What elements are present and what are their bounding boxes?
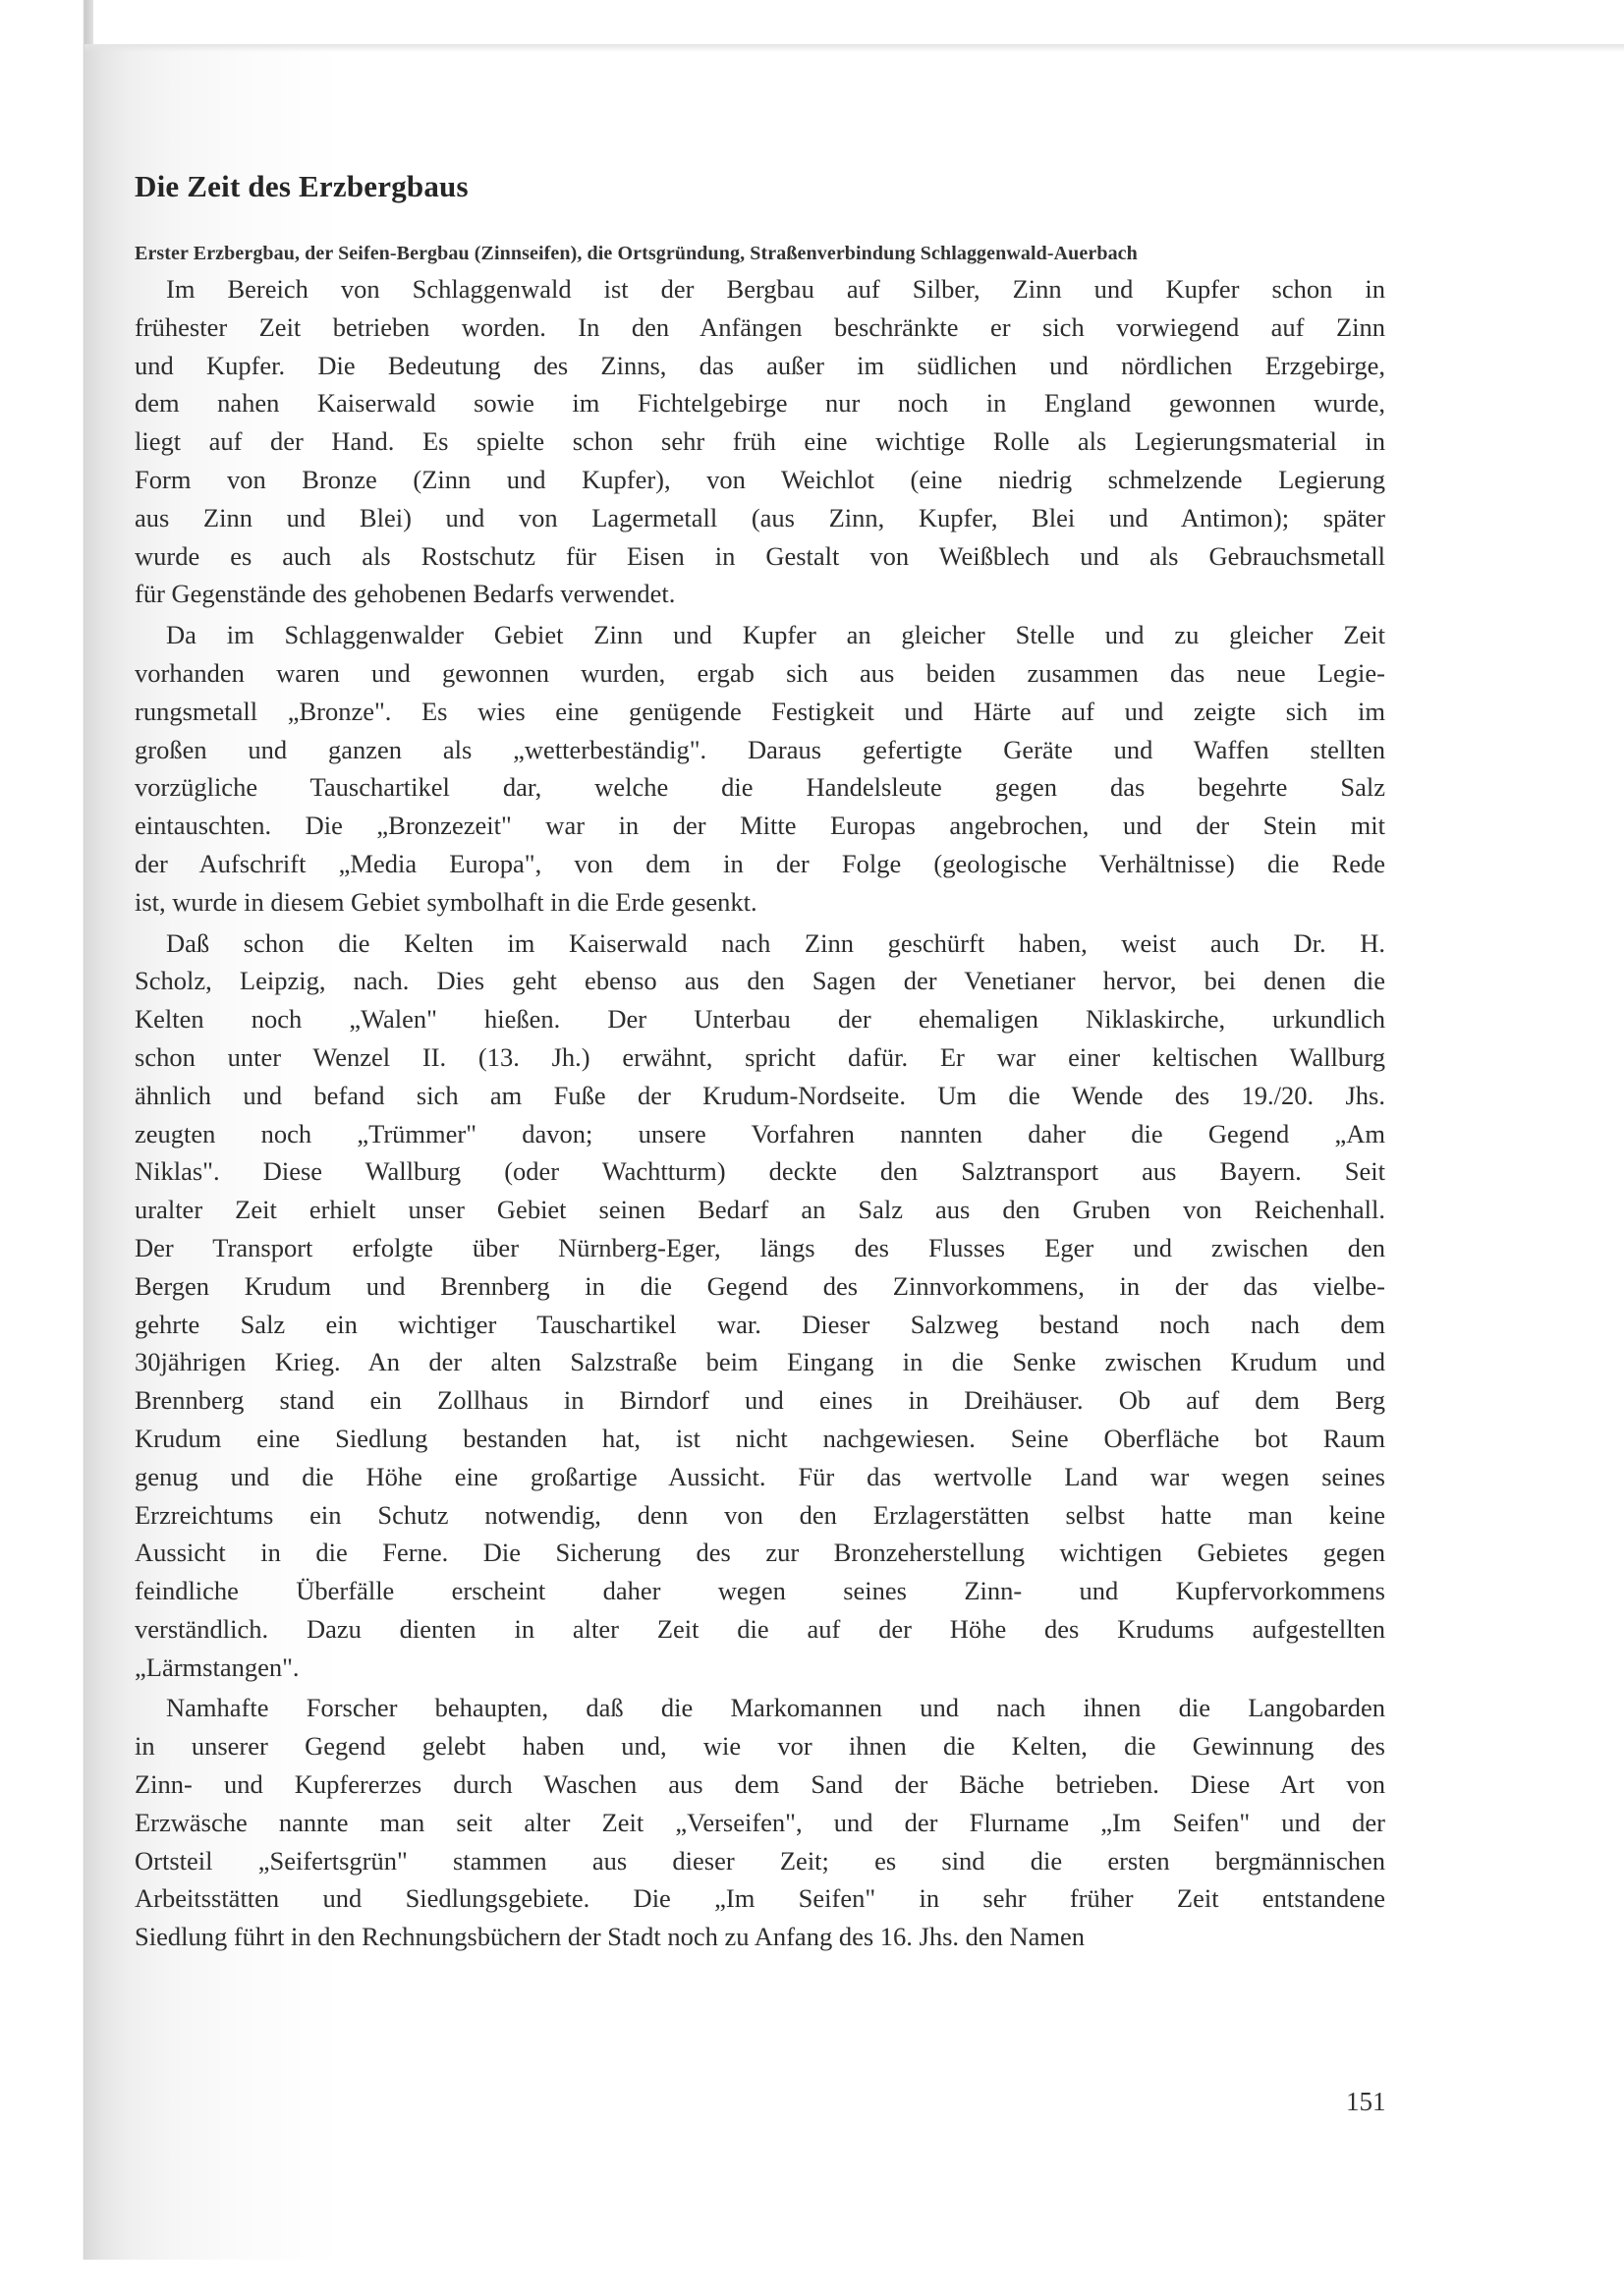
text-line: wurde es auch als Rostschutz für Eisen in Gestalt von Weißblech und als Gebrauchsmetall: [135, 540, 1385, 571]
text-line: und Kupfer. Die Bedeutung des Zinns, das außer im südlichen und nördlichen Erzgebirge,: [135, 350, 1385, 380]
text-line: Bergen Krudum und Brennberg in die Gegend des Zinnvorkommens, in der das vielbe-: [135, 1270, 1385, 1301]
page-number: 151: [1346, 2087, 1386, 2116]
text-line: großen und ganzen als „wetterbeständig". Daraus gefertigte Geräte und Waffen stellten: [135, 734, 1385, 764]
text-line: Krudum eine Siedlung bestanden hat, ist nicht nachgewiesen. Seine Oberfläche bot Raum: [135, 1423, 1385, 1453]
text-line: dem nahen Kaiserwald sowie im Fichtelgebirge nur noch in England gewonnen wurde,: [135, 388, 1385, 419]
text-line: vorzügliche Tauschartikel dar, welche die Handelsleute gegen das begehrte Salz: [135, 772, 1385, 803]
text-line: „Lärmstangen".: [135, 1652, 300, 1682]
page-title: Die Zeit des Erzbergbaus: [135, 169, 469, 203]
text-line: liegt auf der Hand. Es spielte schon sehr früh eine wichtige Rolle als Legierungsmaterial in: [135, 426, 1385, 457]
text-line: gehrte Salz ein wichtiger Tauschartikel war. Dieser Salzweg bestand noch nach dem: [135, 1309, 1385, 1339]
page-content: [135, 167, 1385, 1959]
text-line: ist, wurde in diesem Gebiet symbolhaft in die Erde gesenkt.: [135, 886, 757, 917]
text-line: Daß schon die Kelten im Kaiserwald nach Zinn geschürft haben, weist auch Dr. H.: [166, 927, 1385, 958]
text-line: der Aufschrift „Media Europa", von dem in der Folge (geologische Verhältnisse) die Rede: [135, 848, 1385, 878]
text-line: uralter Zeit erhielt unser Gebiet seinen Bedarf an Salz aus den Gruben von Reichenhall.: [135, 1195, 1385, 1225]
page-top-edge: [84, 44, 1624, 52]
text-line: in unserer Gegend gelebt haben und, wie vor ihnen die Kelten, die Gewinnung des: [135, 1731, 1385, 1762]
text-line: für Gegenstände des gehobenen Bedarfs verwendet.: [135, 579, 676, 609]
text-line: Kelten noch „Walen" hießen. Der Unterbau der ehemaligen Niklaskirche, urkundlich: [135, 1004, 1385, 1035]
text-line: Brennberg stand ein Zollhaus in Birndorf und eines in Dreihäuser. Ob auf dem Berg: [135, 1385, 1385, 1416]
text-line: Arbeitsstätten und Siedlungsgebiete. Die „Im Seifen" in sehr früher Zeit entstandene: [135, 1883, 1385, 1914]
text-line: verständlich. Dazu dienten in alter Zeit die auf der Höhe des Krudums aufgestellten: [135, 1613, 1385, 1644]
text-line: rungsmetall „Bronze". Es wies eine genügende Festigkeit und Härte auf und zeigte sich im: [135, 696, 1385, 726]
text-line: Da im Schlaggenwalder Gebiet Zinn und Kupfer an gleicher Stelle und zu gleicher Zeit: [166, 620, 1385, 650]
paragraph: [135, 616, 1385, 921]
text-line: frühester Zeit betrieben worden. In den Anfängen beschränkte er sich vorwiegend auf Zinn: [135, 311, 1385, 342]
paragraph: [135, 924, 1385, 1687]
text-line: eintauschten. Die „Bronzezeit" war in der Mitte Europas angebrochen, und der Stein mit: [135, 811, 1385, 841]
text-line: Erzwäsche nannte man seit alter Zeit „Verseifen", und der Flurname „Im Seifen" und der: [135, 1807, 1385, 1837]
text-line: vorhanden waren und gewonnen wurden, ergab sich aus beiden zusammen das neue Legie-: [135, 657, 1385, 688]
section-subtitle: Erster Erzbergbau, der Seifen-Bergbau (Zinnseifen), die Ortsgründung, Straßenverbindung Schlaggenwald-Auerbach: [135, 243, 1138, 264]
text-line: Aussicht in die Ferne. Die Sicherung des zur Bronzeherstellung wichtigen Gebietes gegen: [135, 1538, 1385, 1568]
binding-shadow: [0, 0, 93, 2260]
text-line: Scholz, Leipzig, nach. Dies geht ebenso aus den Sagen der Venetianer hervor, bei denen die: [135, 966, 1385, 996]
text-line: Namhafte Forscher behaupten, daß die Markomannen und nach ihnen die Langobarden: [166, 1693, 1385, 1723]
text-line: Im Bereich von Schlaggenwald ist der Bergbau auf Silber, Zinn und Kupfer schon in: [166, 274, 1385, 304]
body-text: [135, 270, 1385, 1956]
text-line: ähnlich und befand sich am Fuße der Krudum-Nordseite. Um die Wende des 19./20. Jhs.: [135, 1080, 1385, 1110]
paragraph: [135, 270, 1385, 613]
text-line: schon unter Wenzel II. (13. Jh.) erwähnt, spricht dafür. Er war einer keltischen Wallburg: [135, 1041, 1385, 1072]
text-line: aus Zinn und Blei) und von Lagermetall (aus Zinn, Kupfer, Blei und Antimon); später: [135, 502, 1385, 532]
text-line: Siedlung führt in den Rechnungsbüchern der Stadt noch zu Anfang des 16. Jhs. den Namen: [135, 1922, 1086, 1952]
text-line: Zinn- und Kupfererzes durch Waschen aus dem Sand der Bäche betrieben. Diese Art von: [135, 1769, 1385, 1800]
text-line: genug und die Höhe eine großartige Aussicht. Für das wertvolle Land war wegen seines: [135, 1461, 1385, 1491]
text-line: Der Transport erfolgte über Nürnberg-Eger, längs des Flusses Eger und zwischen den: [135, 1232, 1385, 1262]
text-line: Ortsteil „Seifertsgrün" stammen aus dieser Zeit; es sind die ersten bergmännischen: [135, 1845, 1385, 1876]
text-line: 30jährigen Krieg. An der alten Salzstraße beim Eingang in die Senke zwischen Krudum und: [135, 1347, 1385, 1377]
text-line: Erzreichtums ein Schutz notwendig, denn von den Erzlagerstätten selbst hatte man keine: [135, 1499, 1385, 1530]
paragraph: [135, 1689, 1385, 1956]
text-line: feindliche Überfälle erscheint daher wegen seines Zinn- und Kupfervorkommens: [135, 1576, 1385, 1606]
text-line: Form von Bronze (Zinn und Kupfer), von Weichlot (eine niedrig schmelzende Legierung: [135, 464, 1385, 494]
text-line: Niklas". Diese Wallburg (oder Wachtturm) deckte den Salztransport aus Bayern. Seit: [135, 1156, 1385, 1187]
text-line: zeugten noch „Trümmer" davon; unsere Vorfahren nannten daher die Gegend „Am: [135, 1118, 1385, 1148]
